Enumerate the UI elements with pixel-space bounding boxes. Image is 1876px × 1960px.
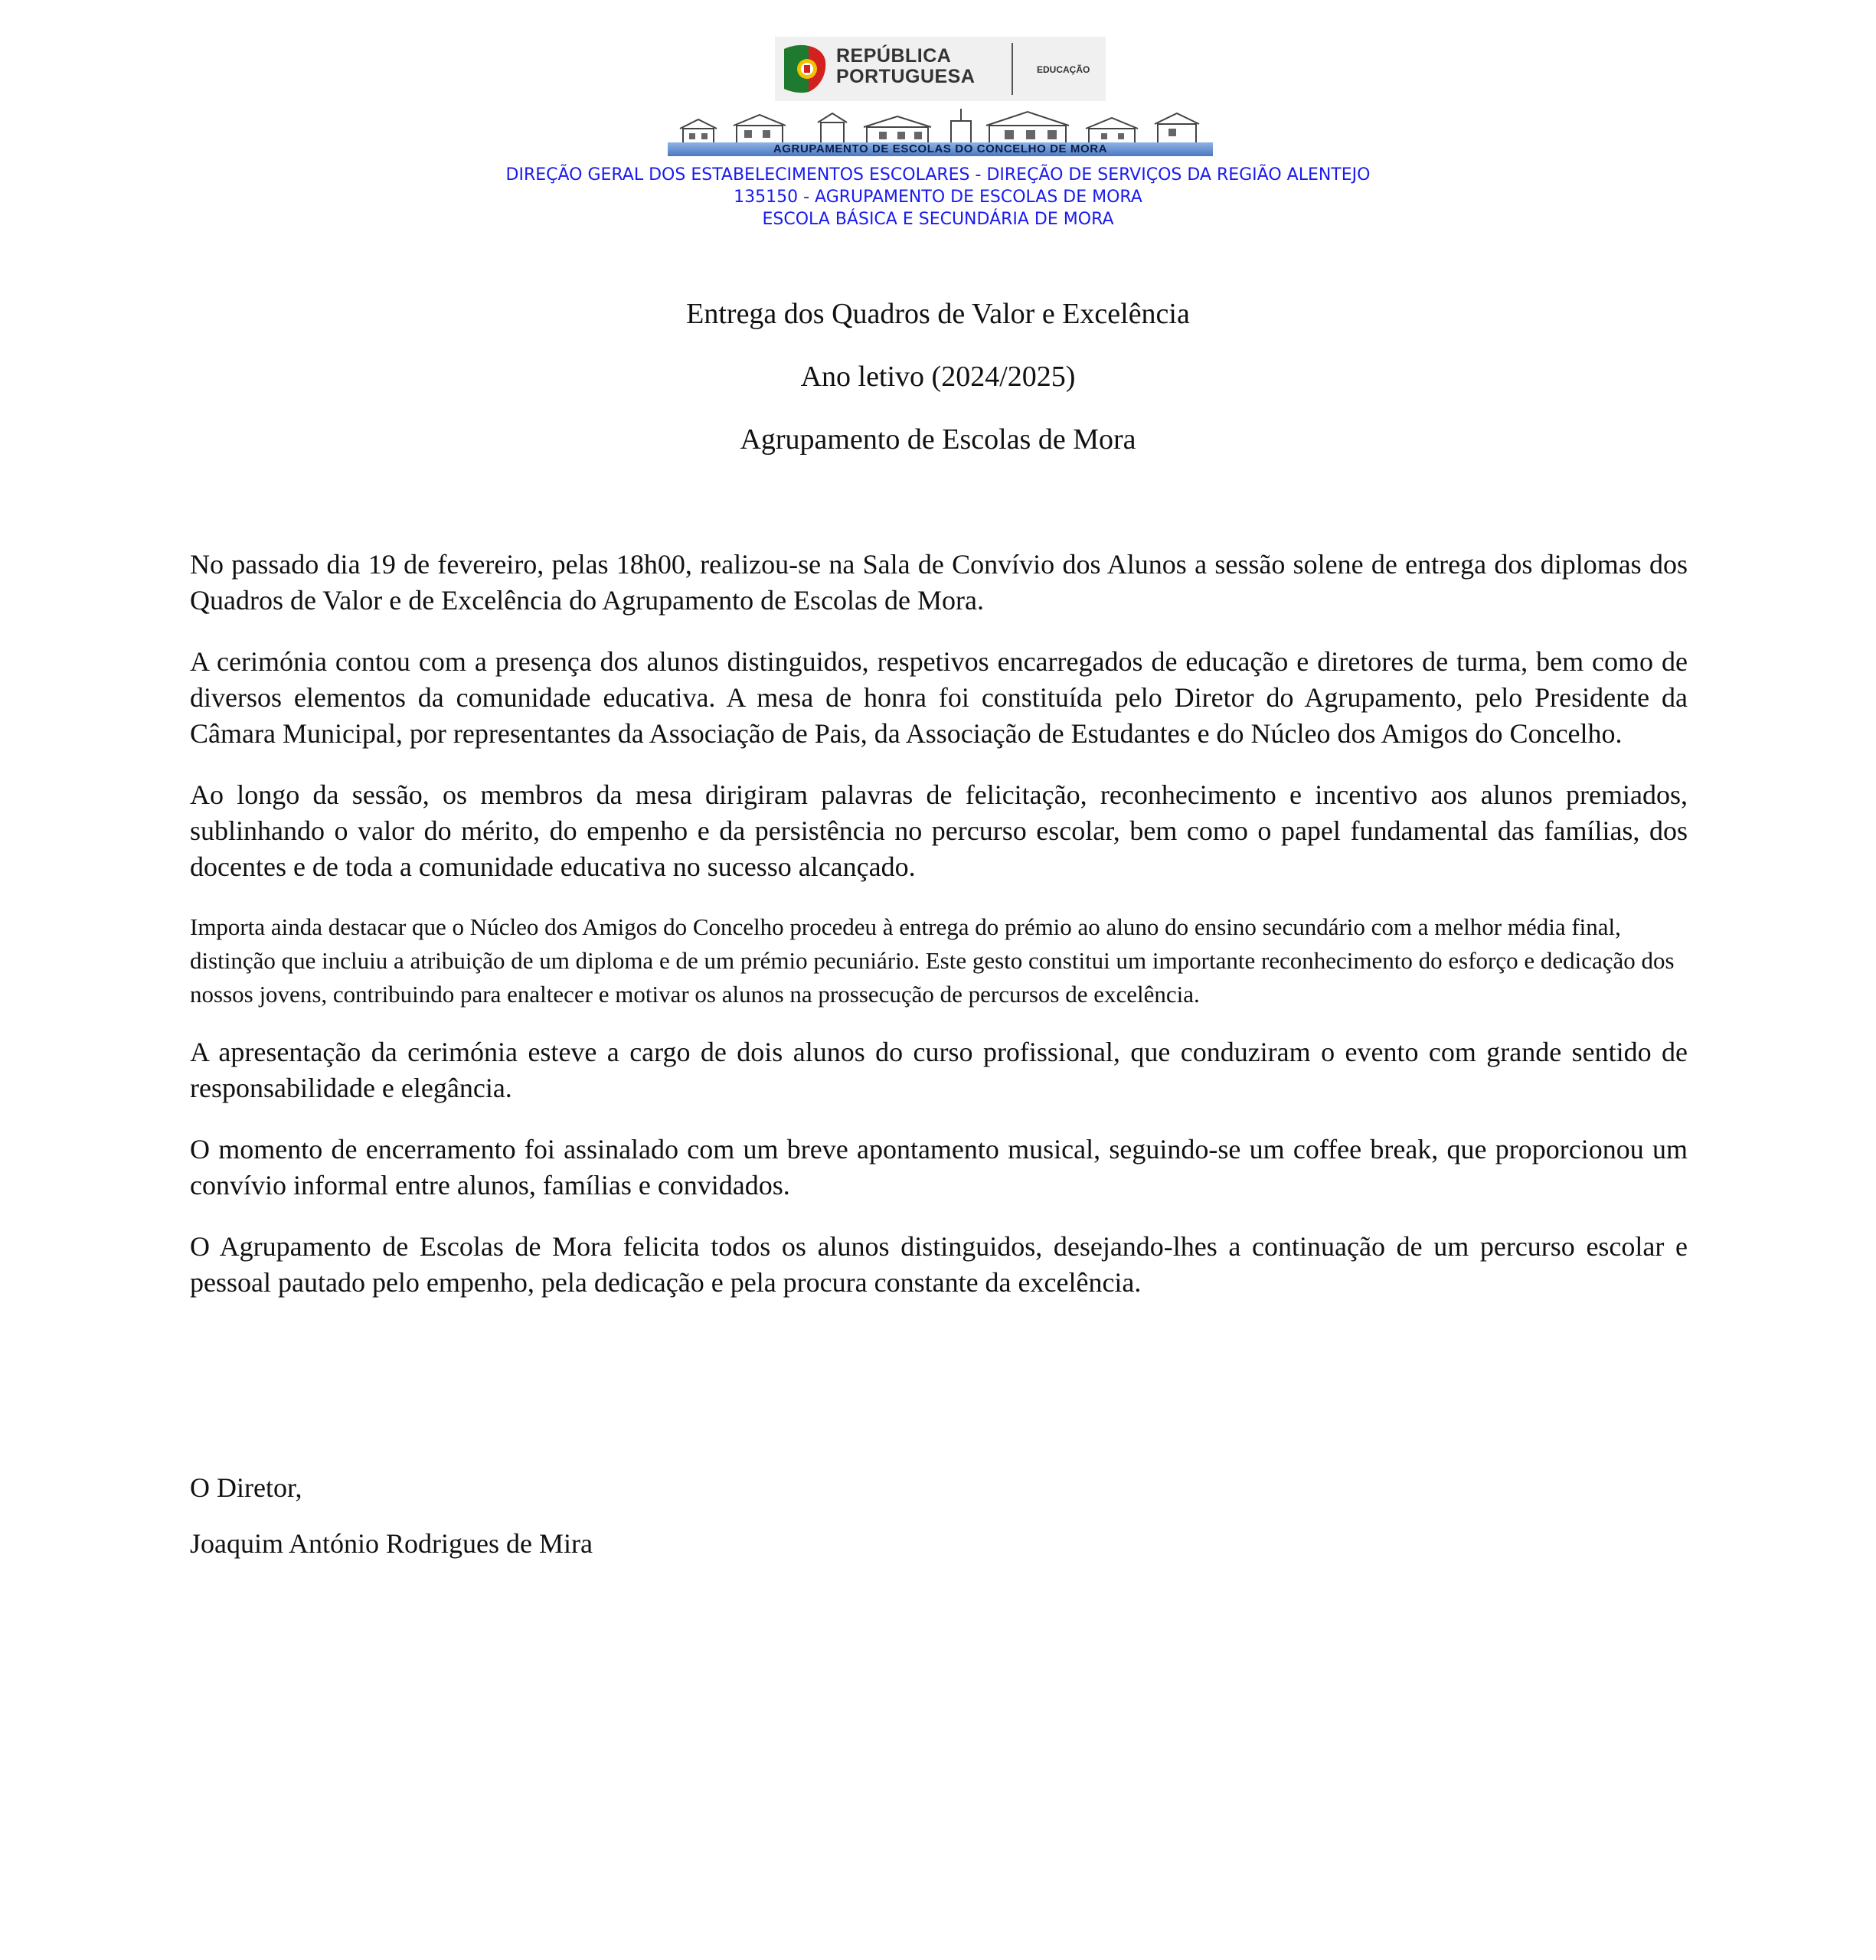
republica-portuguesa-logo [775, 37, 1106, 101]
logo-divider [1012, 43, 1013, 95]
rp-name-line1: REPÚBLICA [836, 45, 952, 67]
org-line-school: ESCOLA BÁSICA E SECUNDÁRIA DE MORA [762, 210, 1114, 229]
village-skyline-illustration [668, 106, 1213, 144]
signature-block [190, 1470, 1688, 1582]
republica-portuguesa-wordmark [836, 46, 1005, 87]
document-body [190, 547, 1688, 1326]
signatory-name: Joaquim António Rodrigues de Mira [190, 1528, 593, 1559]
body-paragraph: Importa ainda destacar que o Núcleo dos Amigos do Concelho procedeu à entrega do prémio ao aluno do ensino secundário com a melhor média final, distinção que incluiu a atribuição de um diploma e de um prémio pecuniário. Este gesto constitui um importante reconhecimento do esforço e dedicação dos nossos jovens, contribuindo para enaltecer e motivar os alunos na prossecução de percursos de excelência. [190, 913, 1675, 1008]
body-paragraph: A cerimónia contou com a presença dos alunos distinguidos, respetivos encarregados de educação e diretores de turma, bem como de diversos elementos da comunidade educativa. A mesa de honra foi constituída pelo Diretor do Agrupamento, pelo Presidente da Câmara Municipal, por representantes da Associação de Pais, da Associação de Estudantes e do Núcleo dos Amigos do Concelho. [190, 646, 1688, 749]
org-line-directorate: DIREÇÃO GERAL DOS ESTABELECIMENTOS ESCOLARES - DIREÇÃO DE SERVIÇOS DA REGIÃO ALENTEJO [505, 165, 1371, 185]
body-paragraph: Ao longo da sessão, os membros da mesa dirigiram palavras de felicitação, reconhecimento e incentivo aos alunos premiados, sublinhando o valor do mérito, do empenho e da persistência no percurso escolar, bem como o papel fundamental das famílias, dos docentes e de toda a comunidade educativa no sucesso alcançado. [190, 779, 1688, 882]
body-paragraph: No passado dia 19 de fevereiro, pelas 18h00, realizou-se na Sala de Convívio dos Alunos a sessão solene de entrega dos diplomas dos Quadros de Valor e de Excelência do Agrupamento de Escolas de Mora. [190, 549, 1688, 616]
org-line-school-group: 135150 - AGRUPAMENTO DE ESCOLAS DE MORA [734, 188, 1142, 207]
signatory-role: O Diretor, [190, 1472, 302, 1503]
body-paragraph: O Agrupamento de Escolas de Mora felicita todos os alunos distinguidos, desejando-lhes a continuação de um percurso escolar e pessoal pautado pelo empenho, pela dedicação e pela procura constante da excelência. [190, 1231, 1688, 1298]
rp-name-line2: PORTUGUESA [836, 66, 976, 87]
school-banner [668, 106, 1213, 156]
document-titles [0, 297, 1876, 485]
school-group-title: Agrupamento de Escolas de Mora [740, 423, 1136, 456]
body-paragraph: A apresentação da cerimónia esteve a cargo de dois alunos do curso profissional, que conduziram o evento com grande sentido de responsabilidade e elegância. [190, 1037, 1688, 1103]
body-paragraph: O momento de encerramento foi assinalado com um breve apontamento musical, seguindo-se um coffee break, que proporcionou um convívio informal entre alunos, famílias e convidados. [190, 1134, 1688, 1200]
education-department-label: EDUCAÇÃO [1037, 64, 1090, 75]
organization-header [0, 164, 1876, 230]
portugal-emblem-icon [781, 41, 829, 96]
school-banner-title: AGRUPAMENTO DE ESCOLAS DO CONCELHO DE MORA [668, 142, 1213, 156]
document-title: Entrega dos Quadros de Valor e Excelência [686, 298, 1190, 330]
school-year-title: Ano letivo (2024/2025) [800, 361, 1076, 393]
